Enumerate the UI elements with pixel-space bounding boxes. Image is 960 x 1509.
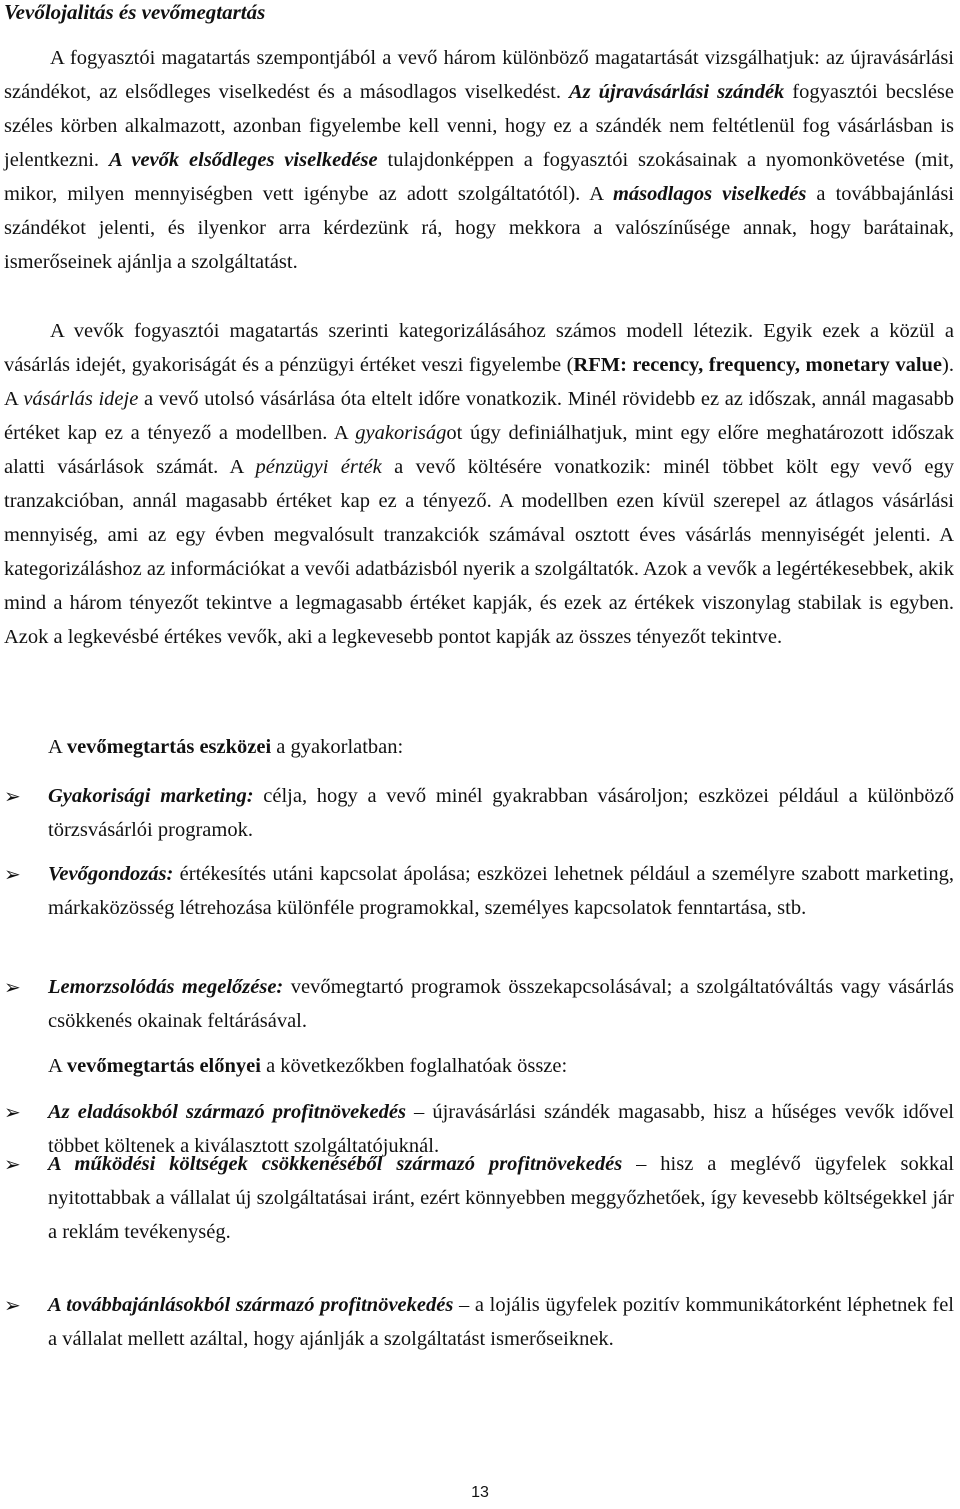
lead-bold: vevőmegtartás előnyei	[66, 1055, 261, 1077]
term-monetary-value: pénzügyi érték	[255, 456, 382, 478]
list-item-title: Gyakorisági marketing:	[48, 785, 254, 807]
paragraph-text: ot úgy definiálhatjuk, mint egy előre meghatározott időszak alatti vásárlások számát. A	[4, 422, 955, 478]
paragraph-text: A vevők fogyasztói magatartás szerinti kategorizálásához számos modell létezik. Egyik ezek a közül a vásárlás idejét, gyakoriságát és a pénzügyi értéket veszi figyelembe (	[4, 320, 954, 376]
lead-text: a következőkben foglalhatóak össze:	[260, 1055, 568, 1077]
arrow-bullet-icon: ➢	[4, 1100, 21, 1124]
list-item-title: A továbbajánlásokból származó profitnövekedés	[48, 1294, 454, 1316]
paragraph-text: a továbbajánlási szándékot jelenti, és ilyenkor arra kérdezünk rá, hogy mekkora a valószínűsége annak, hogy barátainak, ismerőseinek ajánlja a szolgáltatást.	[4, 183, 954, 273]
list-item-text: célja, hogy a vevő minél gyakrabban vásároljon; eszközei például a különböző törzsvásárlói programok.	[48, 785, 954, 841]
term-secondary-behaviour: másodlagos viselkedés	[612, 183, 807, 205]
term-repurchase-intention: Az újravásárlási szándék	[568, 81, 785, 103]
paragraph-text: ). A	[4, 354, 954, 410]
arrow-bullet-icon: ➢	[4, 975, 21, 999]
term-frequency: gyakoriság	[355, 422, 447, 444]
list-item-text: vevőmegtartó programok összekapcsolásával; a szolgáltatóváltás vagy vásárlás csökkenés okainak feltárásával.	[48, 976, 954, 1032]
paragraph-text: tulajdonképpen a fogyasztói szokásainak a nyomonkövetése (mit, mikor, milyen mennyiségben vett igénybe az adott szolgáltatótól). A	[4, 149, 954, 205]
list-item-text: értékesítés utáni kapcsolat ápolása; eszközei lehetnek például a személyre szabott marketing, márkaközösség létrehozása különféle programokkal, személyes kapcsolatok fenntartása, stb.	[48, 863, 954, 919]
list-item-text: – hisz a meglévő ügyfelek sokkal nyitottabbak a vállalat új szolgáltatásai iránt, ezért könnyebben meggyőzhetőek, így kevesebb költségekkel jár a reklám tevékenység.	[48, 1153, 954, 1243]
paragraph-text: a vevő költésére vonatkozik: minél többet költ egy vevő egy tranzakcióban, annál magasabb értéket kap ez a tényező. A modellben ezen kívül szerepel az átlagos vásárlási mennyiség, ami az egy évben megvalósult tranzakciók számával osztott éves vásárlás mennyiségét jelenti. A kategorizáláshoz az információkat a vevői adatbázisból nyerik a szolgáltatók. Azok a vevők a legértékesebbek, akik mind a három tényezőt tekintve a legmagasabb értéket kapják, és ezek az értékek viszonylag stabilak is egyben. Azok a legkevésbé értékes vevők, aki a legkevesebb pontot kapják az összes tényezőt tekintve.	[4, 456, 954, 648]
lead-text: A	[48, 1055, 67, 1077]
list-item	[4, 1288, 954, 1356]
list-item-title: Lemorzsolódás megelőzése:	[48, 976, 284, 998]
term-primary-behaviour: A vevők elsődleges viselkedése	[108, 149, 378, 171]
arrow-bullet-icon: ➢	[4, 862, 21, 886]
paragraph-purchase-behaviour	[4, 41, 954, 279]
list-item-title: Az eladásokból származó profitnövekedés	[48, 1101, 406, 1123]
list-item-title: A működési költségek csökkenéséből származó profitnövekedés	[48, 1153, 623, 1175]
paragraph-text: a vevő utolsó vásárlása óta eltelt időre vonatkozik. Minél rövidebb ez az időszak, annál magasabb értéket kap ez a tényező a modellben. A	[4, 388, 954, 444]
lead-text: A	[48, 736, 67, 758]
benefits-lead	[48, 1049, 567, 1083]
tools-lead	[48, 730, 403, 764]
paragraph-text: fogyasztói becslése széles körben alkalmazott, azonban figyelembe kell venni, hogy ez a szándék nem feltétlenül fog vásárlásban is jelentkezni.	[4, 81, 954, 171]
list-item	[4, 779, 954, 847]
paragraph-rfm-model	[4, 314, 954, 654]
arrow-bullet-icon: ➢	[4, 1293, 21, 1317]
list-item-text: – újravásárlási szándék magasabb, hisz a hűséges vevők idővel többet költenek a kiválasztott szolgáltatójuknál.	[48, 1101, 955, 1157]
list-item	[4, 1147, 954, 1249]
arrow-bullet-icon: ➢	[4, 1152, 21, 1176]
list-item	[4, 970, 954, 1038]
section-heading: Vevőlojalitás és vevőmegtartás	[4, 0, 266, 24]
lead-bold: vevőmegtartás eszközei	[66, 736, 272, 758]
page-number: 13	[471, 1484, 489, 1501]
paragraph-text: A fogyasztói magatartás szempontjából a vevő három különböző magatartását vizsgálhatjuk: az újravásárlási szándékot, az elsődleges viselkedést és a másodlagos viselkedést.	[4, 47, 954, 103]
term-recency: vásárlás ideje	[23, 388, 139, 410]
lead-text: a gyakorlatban:	[271, 736, 404, 758]
list-item-text: – a lojális ügyfelek pozitív kommunikátorként léphetnek fel a vállalat mellett azáltal, hogy ajánlják a szolgáltatást ismerőseiknek.	[48, 1294, 954, 1350]
list-item	[4, 857, 954, 925]
list-item-title: Vevőgondozás:	[48, 863, 174, 885]
term-rfm: RFM: recency, frequency, monetary value	[573, 354, 943, 376]
arrow-bullet-icon: ➢	[4, 784, 21, 808]
